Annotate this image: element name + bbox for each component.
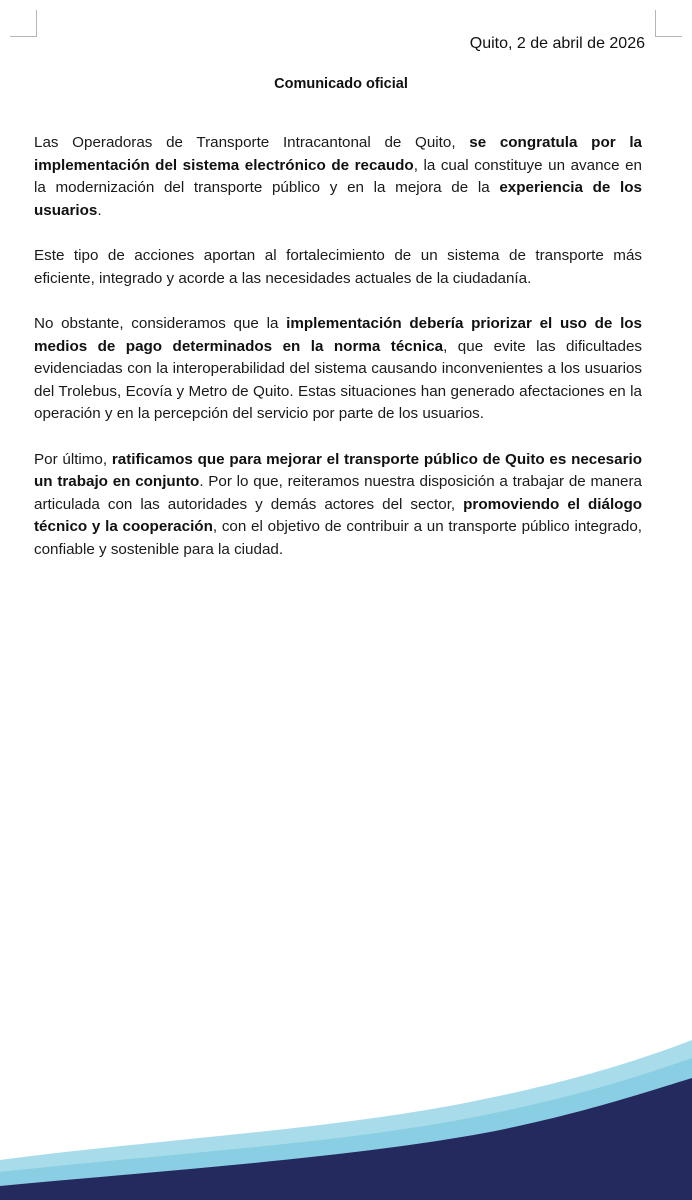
paragraph-strengthening	[34, 245, 642, 290]
text-run: . Por lo que, reiteramos nuestra disposición a trabajar de manera articulada con las autoridades y demás actores del sector,	[34, 473, 643, 513]
text-run: , que evite las dificultades evidenciadas con la interoperabilidad del sistema causando inconvenientes a los usuarios del Trolebus, Ecovía y Metro de Quito. Estas situaciones han generado afectaciones en la operación y en la percepción del servicio por parte de los usuarios.	[34, 337, 642, 422]
document-title: Comunicado oficial	[274, 76, 408, 92]
text-run: Por último,	[34, 450, 112, 468]
text-run: Las Operadoras de Transporte Intracantonal de Quito,	[34, 134, 470, 151]
paragraph-payment-concerns	[34, 313, 642, 426]
crop-mark-top-right	[655, 10, 682, 37]
bold-text-run: se congratula por la implementación del sistema electrónico de recaudo	[34, 134, 642, 174]
footer-wave-decoration	[0, 1040, 692, 1200]
crop-mark-top-left	[10, 10, 37, 37]
date-line: Quito, 2 de abril de 2026	[469, 35, 645, 52]
text-run: Este tipo de acciones aportan al fortalecimiento de un sistema de transporte más eficiente, integrado y acorde a las necesidades actuales de la ciudadanía.	[34, 247, 642, 287]
paragraph-congratulation	[34, 132, 642, 222]
text-run: No obstante, consideramos que la	[34, 315, 287, 332]
text-run: , con el objetivo de contribuir a un transporte público integrado, confiable y sostenible para la ciudad.	[34, 518, 642, 558]
bold-text-run: implementación debería priorizar el uso de los medios de pago determinados en la norma técnica	[34, 315, 643, 355]
bold-text-run: ratificamos que para mejorar el transporte público de Quito es necesario un trabajo en conjunto	[34, 450, 642, 490]
text-run: .	[97, 201, 102, 219]
paragraph-cooperation	[34, 449, 642, 562]
bold-text-run: experiencia de los usuarios	[34, 179, 642, 219]
text-run: , la cual constituye un avance en la modernización del transporte público y en la mejora de la	[34, 156, 642, 196]
document-body	[34, 132, 642, 584]
bold-text-run: promoviendo el diálogo técnico y la cooperación	[34, 495, 642, 535]
